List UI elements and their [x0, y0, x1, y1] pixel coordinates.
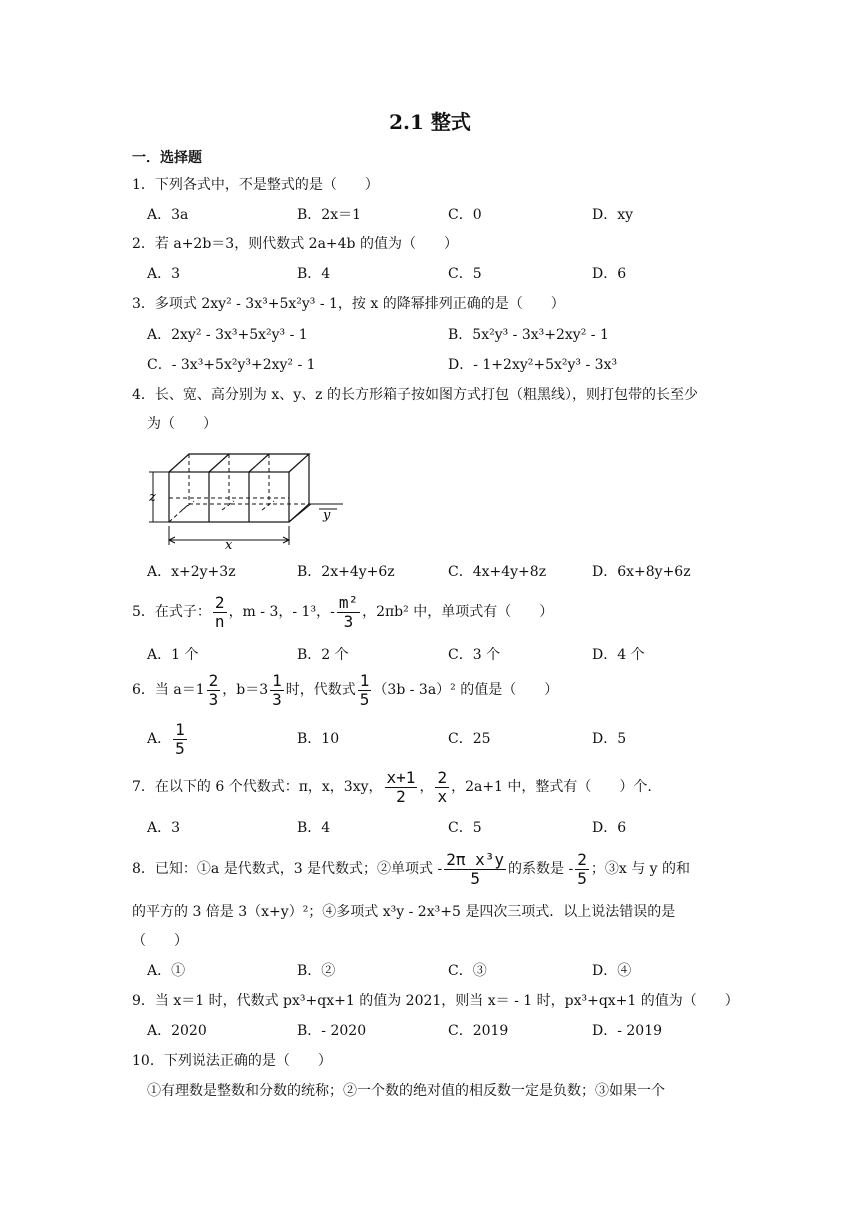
- question-4-stem: 4．长、宽、高分别为 x、y、z 的长方形箱子按如图方式打包（粗黑线），则打包带的长至少: [132, 387, 698, 403]
- fraction-2pix3y-over-5: [444, 851, 506, 888]
- q6-text-mid2: 时，代数式: [285, 682, 356, 698]
- label-x: x: [225, 538, 233, 551]
- label-z: z: [149, 490, 156, 505]
- q7-option-d: D．6: [592, 820, 627, 836]
- q1-option-d: D．xy: [592, 207, 634, 223]
- q7-option-c: C．5: [448, 820, 482, 836]
- q9-option-c: C．2019: [448, 1023, 509, 1039]
- q7-text-pre: 7．在以下的 6 个代数式：π，x，3xy，: [132, 779, 383, 795]
- fraction-1-over-5: [173, 721, 187, 758]
- fraction-x1-over-2: [385, 769, 418, 806]
- q1-option-c: C．0: [448, 207, 482, 223]
- q4-option-d: D．6x+8y+6z: [592, 564, 691, 580]
- q6-option-b: B．10: [297, 731, 340, 747]
- q4-option-b: B．2x+4y+6z: [297, 564, 395, 580]
- fraction-2-over-x: [435, 769, 449, 806]
- frac-num: 2π x³y: [446, 849, 505, 869]
- q9-option-a: A．2020: [147, 1023, 207, 1039]
- fraction-2-over-n: [213, 594, 227, 631]
- frac-den: 5: [175, 738, 185, 758]
- question-2-stem: 2．若 a+2b＝3，则代数式 2a+4b 的值为（ ）: [132, 236, 458, 252]
- q6-option-a-label: A．: [147, 731, 172, 747]
- question-3-stem: 3．多项式 2xy² - 3x³+5x²y³ - 1，按 x 的降幂排列正确的是（ ）: [132, 296, 565, 312]
- box-package-figure: [147, 441, 347, 551]
- frac-den: 3: [343, 611, 354, 631]
- q7-option-b: B．4: [297, 820, 331, 836]
- page-title: 2.1 整式: [389, 110, 471, 134]
- frac-num: 1: [359, 670, 370, 690]
- frac-num: 2: [437, 767, 448, 787]
- frac-num: 2: [208, 670, 219, 690]
- q8-text-mid: 的系数是 -: [508, 861, 574, 877]
- frac-den: x: [437, 786, 448, 806]
- fraction-1-over-5: [358, 672, 372, 709]
- q5-option-a: A．1 个: [147, 647, 199, 663]
- frac-den: 5: [359, 689, 370, 709]
- q5-option-b: B．2 个: [297, 647, 349, 663]
- q5-text-pre: 5．在式子：: [132, 604, 211, 620]
- q1-option-a: A．3a: [147, 207, 189, 223]
- fraction-m2-over-3: [337, 594, 360, 631]
- q8-option-c: C．③: [448, 963, 487, 979]
- question-8-line-2: 的平方的 3 倍是 3（x+y）²；④多项式 x³y - 2x³+5 是四次三项式．以上说法错误的是: [132, 904, 676, 920]
- fraction-2-over-5: [575, 851, 589, 888]
- q5-option-c: C．3 个: [448, 647, 501, 663]
- section-heading: 一．选择题: [132, 150, 202, 166]
- question-8-stem: [132, 849, 690, 889]
- frac-num: 2: [214, 592, 225, 612]
- q6-option-d: D．5: [592, 731, 627, 747]
- frac-den: 5: [470, 868, 480, 888]
- question-6-stem: [132, 670, 558, 710]
- q3-option-c: C．- 3x³+5x²y³+2xy² - 1: [147, 357, 316, 373]
- frac-den: 5: [577, 868, 587, 888]
- question-1-stem: 1．下列各式中，不是整式的是（ ）: [132, 177, 379, 193]
- q7-text-mid: ，: [419, 779, 434, 795]
- q7-text-post: ，2a+1 中，整式有（ ）个.: [451, 779, 652, 795]
- q2-option-a: A．3: [147, 266, 181, 282]
- q6-text-post: （3b - 3a）² 的值是（ ）: [373, 682, 559, 698]
- fraction-1-over-3: [270, 672, 284, 709]
- q5-text-post: ，2πb² 中，单项式有（ ）: [362, 604, 554, 620]
- q6-option-c: C．25: [448, 731, 491, 747]
- q5-option-d: D．4 个: [592, 647, 645, 663]
- q5-text-mid: ，m - 3，- 1³，-: [228, 604, 335, 620]
- q4-option-c: C．4x+4y+8z: [448, 564, 547, 580]
- q3-option-d: D．- 1+2xy²+5x²y³ - 3x³: [448, 357, 618, 373]
- q9-option-d: D．- 2019: [592, 1023, 663, 1039]
- question-10-stem: 10．下列说法正确的是（ ）: [132, 1053, 332, 1069]
- q6-text-mid: ，b＝3: [222, 682, 269, 698]
- q8-option-d: D．④: [592, 963, 632, 979]
- q2-option-d: D．6: [592, 266, 627, 282]
- label-y: y: [323, 508, 331, 523]
- fraction-2-over-3: [207, 672, 221, 709]
- question-4-stem-cont: 为（ ）: [147, 416, 217, 432]
- frac-den: 2: [396, 786, 406, 806]
- q8-text-pre: 8．已知：①a 是代数式，3 是代数式；②单项式 -: [132, 861, 443, 877]
- q9-option-b: B．- 2020: [297, 1023, 367, 1039]
- frac-den: n: [214, 611, 225, 631]
- question-7-stem: [132, 767, 652, 807]
- q2-option-b: B．4: [297, 266, 331, 282]
- frac-num: 1: [272, 670, 282, 690]
- question-8-line-3: （ ）: [132, 933, 188, 949]
- frac-num: m²: [338, 592, 359, 612]
- q1-option-b: B．2x＝1: [297, 207, 361, 223]
- q6-option-a: [147, 719, 189, 759]
- q3-option-b: B．5x²y³ - 3x³+2xy² - 1: [448, 327, 609, 343]
- q3-option-a: A．2xy² - 3x³+5x²y³ - 1: [147, 327, 308, 343]
- frac-den: 3: [208, 689, 219, 709]
- q4-option-a: A．x+2y+3z: [147, 564, 236, 580]
- q2-option-c: C．5: [448, 266, 482, 282]
- frac-num: 2: [577, 849, 587, 869]
- question-10-line-2: ①有理数是整数和分数的统称；②一个数的绝对值的相反数一定是负数；③如果一个: [147, 1083, 665, 1099]
- q8-option-b: B．②: [297, 963, 336, 979]
- question-9-stem: 9．当 x＝1 时，代数式 px³+qx+1 的值为 2021，则当 x＝ - 1 时，px³+qx+1 的值为（ ）: [132, 993, 739, 1009]
- q8-option-a: A．①: [147, 963, 186, 979]
- frac-num: 1: [175, 719, 185, 739]
- frac-den: 3: [272, 689, 282, 709]
- q7-option-a: A．3: [147, 820, 181, 836]
- frac-num: x+1: [386, 767, 416, 787]
- question-5-stem: [132, 592, 553, 632]
- q6-text-pre: 6．当 a＝1: [132, 682, 205, 698]
- q8-text-post: ；③x 与 y 的和: [590, 861, 691, 877]
